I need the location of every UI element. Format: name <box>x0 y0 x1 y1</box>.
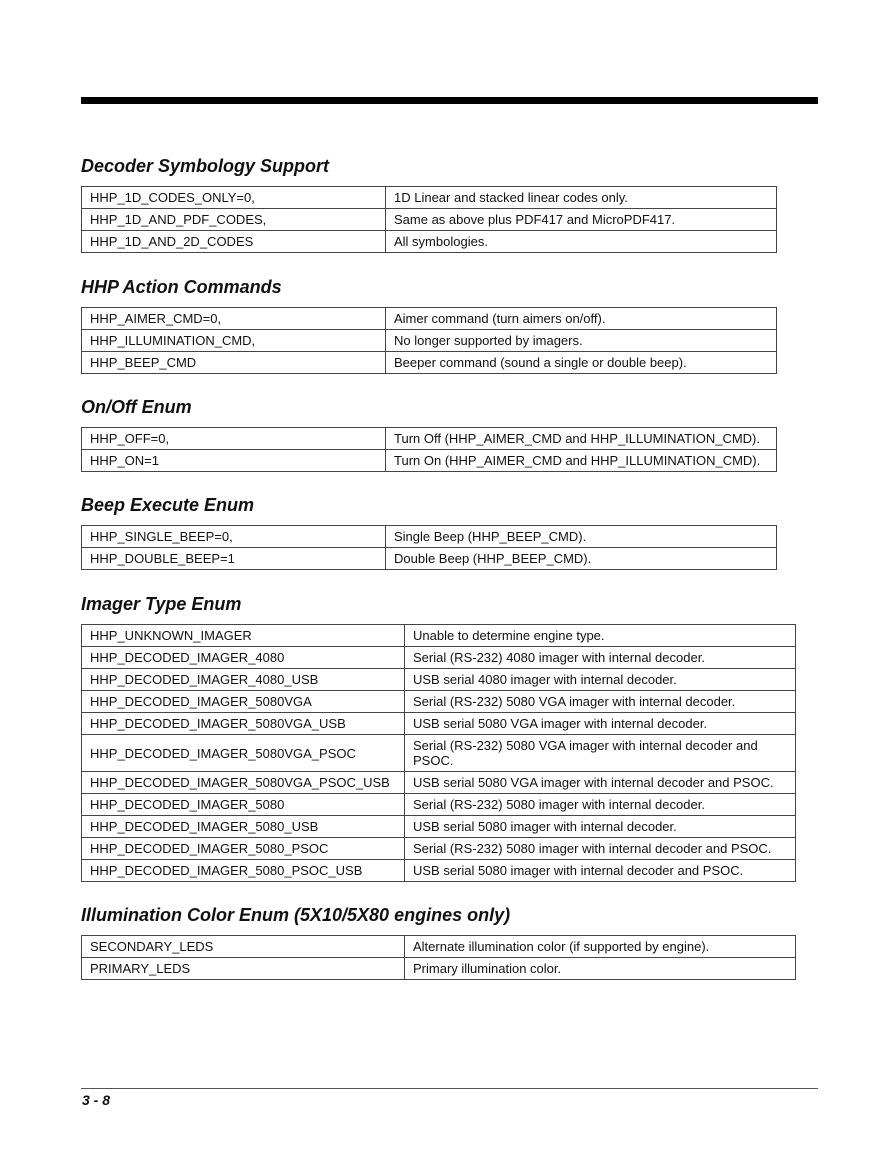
description-cell: Turn On (HHP_AIMER_CMD and HHP_ILLUMINATION_CMD). <box>386 450 777 472</box>
table-row <box>82 691 796 713</box>
table-row <box>82 735 796 772</box>
section-imager-type-enum <box>81 593 796 882</box>
description-cell: USB serial 4080 imager with internal decoder. <box>405 669 796 691</box>
table-row <box>82 772 796 794</box>
section-title: HHP Action Commands <box>81 277 282 297</box>
description-cell: Primary illumination color. <box>405 958 796 980</box>
footer-rule <box>81 1088 818 1089</box>
section-decoder-symbology-support <box>81 155 777 253</box>
section-hhp-action-commands <box>81 276 777 374</box>
description-cell: Beeper command (sound a single or double beep). <box>386 352 777 374</box>
constant-cell: HHP_1D_AND_2D_CODES <box>82 231 386 253</box>
constant-cell: HHP_DECODED_IMAGER_5080VGA_USB <box>82 713 405 735</box>
action-commands-table <box>81 307 777 374</box>
description-cell: Alternate illumination color (if supported by engine). <box>405 936 796 958</box>
description-cell: Serial (RS-232) 4080 imager with internal decoder. <box>405 647 796 669</box>
section-on-off-enum <box>81 396 777 472</box>
constant-cell: HHP_1D_CODES_ONLY=0, <box>82 187 386 209</box>
table-row <box>82 428 777 450</box>
description-cell: Serial (RS-232) 5080 imager with internal decoder. <box>405 794 796 816</box>
constant-cell: SECONDARY_LEDS <box>82 936 405 958</box>
table-row <box>82 308 777 330</box>
description-cell: Unable to determine engine type. <box>405 625 796 647</box>
table-row <box>82 647 796 669</box>
page-number: 3 - 8 <box>82 1092 111 1108</box>
table-row <box>82 187 777 209</box>
table-row <box>82 669 796 691</box>
description-cell: 1D Linear and stacked linear codes only. <box>386 187 777 209</box>
table-row <box>82 231 777 253</box>
description-cell: USB serial 5080 imager with internal decoder and PSOC. <box>405 860 796 882</box>
description-cell: Same as above plus PDF417 and MicroPDF417. <box>386 209 777 231</box>
description-cell: Double Beep (HHP_BEEP_CMD). <box>386 548 777 570</box>
description-cell: USB serial 5080 VGA imager with internal decoder. <box>405 713 796 735</box>
constant-cell: HHP_1D_AND_PDF_CODES, <box>82 209 386 231</box>
table-row <box>82 352 777 374</box>
imager-type-table <box>81 624 796 882</box>
table-row <box>82 625 796 647</box>
header-rule <box>81 97 818 104</box>
constant-cell: HHP_OFF=0, <box>82 428 386 450</box>
table-row <box>82 526 777 548</box>
symbology-table <box>81 186 777 253</box>
table-row <box>82 450 777 472</box>
constant-cell: HHP_DECODED_IMAGER_4080 <box>82 647 405 669</box>
section-title: Beep Execute Enum <box>81 495 255 515</box>
constant-cell: HHP_AIMER_CMD=0, <box>82 308 386 330</box>
constant-cell: HHP_DOUBLE_BEEP=1 <box>82 548 386 570</box>
description-cell: Single Beep (HHP_BEEP_CMD). <box>386 526 777 548</box>
description-cell: Aimer command (turn aimers on/off). <box>386 308 777 330</box>
constant-cell: HHP_DECODED_IMAGER_5080_USB <box>82 816 405 838</box>
table-row <box>82 548 777 570</box>
constant-cell: HHP_UNKNOWN_IMAGER <box>82 625 405 647</box>
table-row <box>82 794 796 816</box>
description-cell: Serial (RS-232) 5080 VGA imager with internal decoder and PSOC. <box>405 735 796 772</box>
table-row <box>82 860 796 882</box>
constant-cell: HHP_ILLUMINATION_CMD, <box>82 330 386 352</box>
section-title: Imager Type Enum <box>81 594 242 614</box>
constant-cell: HHP_DECODED_IMAGER_5080_PSOC_USB <box>82 860 405 882</box>
constant-cell: HHP_DECODED_IMAGER_5080 <box>82 794 405 816</box>
table-row <box>82 713 796 735</box>
constant-cell: HHP_SINGLE_BEEP=0, <box>82 526 386 548</box>
table-row <box>82 816 796 838</box>
constant-cell: PRIMARY_LEDS <box>82 958 405 980</box>
constant-cell: HHP_ON=1 <box>82 450 386 472</box>
description-cell: USB serial 5080 imager with internal decoder. <box>405 816 796 838</box>
description-cell: USB serial 5080 VGA imager with internal decoder and PSOC. <box>405 772 796 794</box>
section-title: On/Off Enum <box>81 397 192 417</box>
description-cell: All symbologies. <box>386 231 777 253</box>
description-cell: No longer supported by imagers. <box>386 330 777 352</box>
constant-cell: HHP_BEEP_CMD <box>82 352 386 374</box>
constant-cell: HHP_DECODED_IMAGER_5080_PSOC <box>82 838 405 860</box>
table-row <box>82 958 796 980</box>
section-title: Illumination Color Enum (5X10/5X80 engines only) <box>81 905 511 925</box>
on-off-table <box>81 427 777 472</box>
table-row <box>82 209 777 231</box>
table-row <box>82 330 777 352</box>
table-row <box>82 838 796 860</box>
beep-execute-table <box>81 525 777 570</box>
description-cell: Serial (RS-232) 5080 imager with internal decoder and PSOC. <box>405 838 796 860</box>
constant-cell: HHP_DECODED_IMAGER_5080VGA_PSOC_USB <box>82 772 405 794</box>
constant-cell: HHP_DECODED_IMAGER_4080_USB <box>82 669 405 691</box>
section-illumination-color-enum <box>81 904 796 980</box>
section-beep-execute-enum <box>81 494 777 570</box>
constant-cell: HHP_DECODED_IMAGER_5080VGA_PSOC <box>82 735 405 772</box>
section-title: Decoder Symbology Support <box>81 156 330 176</box>
constant-cell: HHP_DECODED_IMAGER_5080VGA <box>82 691 405 713</box>
table-row <box>82 936 796 958</box>
description-cell: Turn Off (HHP_AIMER_CMD and HHP_ILLUMINATION_CMD). <box>386 428 777 450</box>
description-cell: Serial (RS-232) 5080 VGA imager with internal decoder. <box>405 691 796 713</box>
illumination-color-table <box>81 935 796 980</box>
